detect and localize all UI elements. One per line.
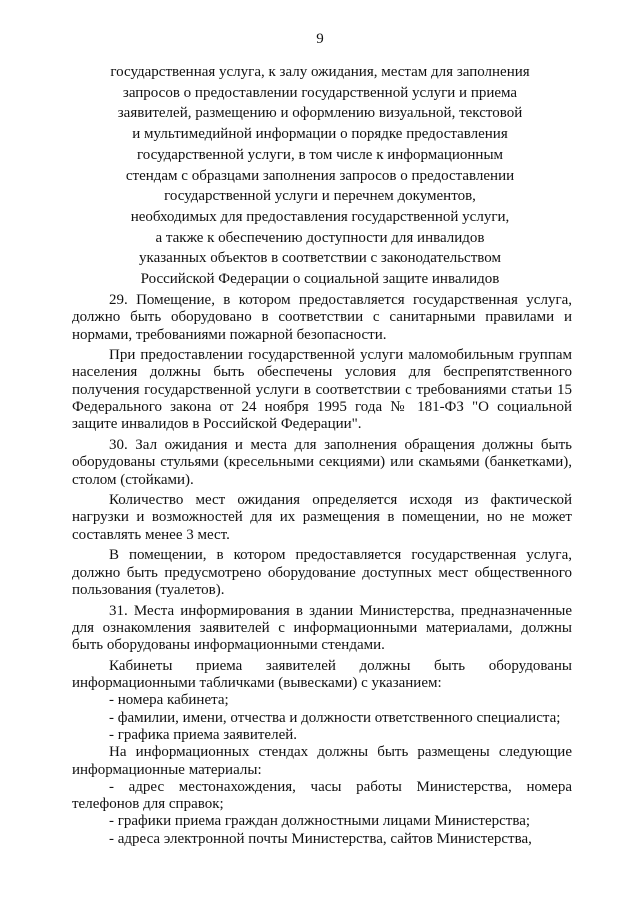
paragraph: Количество мест ожидания определяется исходя из фактической нагрузки и возможностей для их размещения в помещении, но не может составлять менее 3 мест.	[72, 492, 572, 543]
list-item: - адрес местонахождения, часы работы Министерства, номера телефонов для справок;	[72, 778, 572, 813]
paragraph-29: 29. Помещение, в котором предоставляется государственная услуга, должно быть оборудовано в соответствии с санитарными правилами и нормами, требованиями пожарной безопасности.	[72, 292, 572, 343]
heading-line: необходимых для предоставления государственной услуги,	[130, 208, 510, 225]
document-body	[72, 292, 572, 848]
list-item: - адреса электронной почты Министерства, сайтов Министерства,	[109, 830, 532, 847]
section-heading	[95, 62, 545, 290]
heading-line: указанных объектов в соответствии с законодательством	[139, 250, 501, 267]
heading-line: государственная услуга, к залу ожидания, местам для заполнения	[110, 64, 530, 80]
paragraph: При предоставлении государственной услуги маломобильным группам населения должны быть обеспечены условия для беспрепятственного получения государственной услуги в соответствии с требованиями статьи 15 Федерального закона от 24 ноября 1995 года № 181-ФЗ "О социальной защите инвалидов в Российской Федерации".	[72, 347, 572, 433]
paragraph: На информационных стендах должны быть размещены следующие информационные материалы:	[72, 744, 572, 778]
heading-line: Российской Федерации о социальной защите инвалидов	[140, 271, 500, 288]
heading-line: стендам с образцами заполнения запросов о предоставлении	[125, 167, 515, 184]
heading-line: а также к обеспечению доступности для инвалидов	[155, 229, 485, 246]
page-number: 9	[316, 31, 324, 47]
list-item: - номера кабинета;	[109, 692, 229, 709]
heading-line: заявителей, размещению и оформлению визуальной, текстовой	[117, 105, 523, 122]
heading-line: государственной услуги, в том числе к информационным	[136, 146, 504, 163]
paragraph-30: 30. Зал ожидания и места для заполнения обращения должны быть оборудованы стульями (кресельными секциями) или скамьями (банкетками), столом (стойками).	[72, 436, 572, 488]
list-item: - графики приема граждан должностными лицами Министерства;	[109, 813, 531, 830]
heading-line: запросов о предоставлении государственной услуги и приема	[122, 84, 518, 101]
paragraph-31: 31. Места информирования в здании Министерства, предназначенные для ознакомления заявителей с информационными материалами, должны быть оборудованы информационными стендами.	[72, 602, 572, 654]
list-item: - графика приема заявителей.	[109, 726, 298, 743]
list-item: - фамилии, имени, отчества и должности ответственного специалиста;	[109, 709, 561, 726]
heading-line: государственной услуги и перечнем документов,	[164, 188, 476, 205]
paragraph: В помещении, в котором предоставляется государственная услуга, должно быть предусмотрено оборудование доступных мест общественного пользования (туалетов).	[72, 547, 572, 598]
heading-line: и мультимедийной информации о порядке предоставления	[132, 126, 508, 143]
paragraph: Кабинеты приема заявителей должны быть оборудованы информационными табличками (вывесками) с указанием:	[72, 657, 572, 692]
